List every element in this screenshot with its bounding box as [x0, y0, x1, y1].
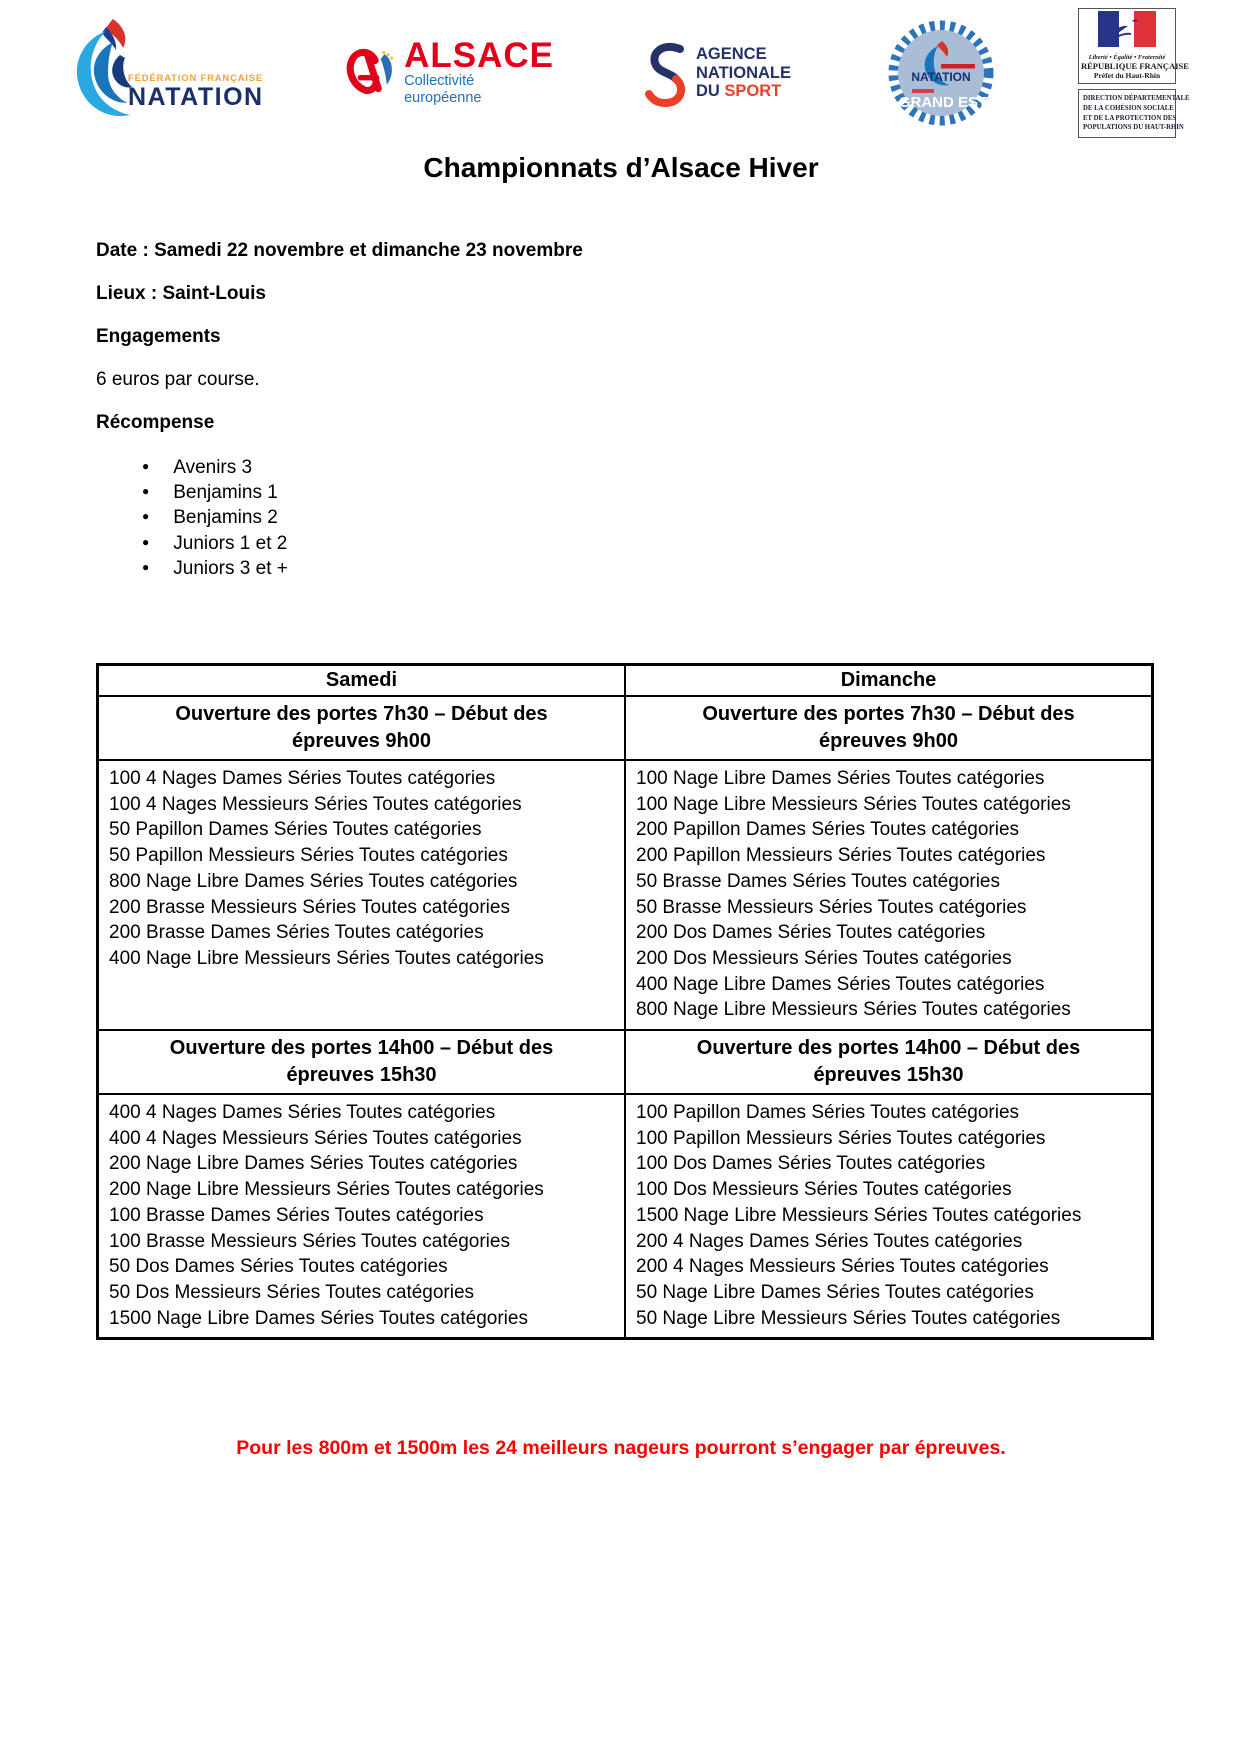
list-item: ● Juniors 1 et 2 — [142, 531, 1146, 556]
alsace-name-label: ALSACE — [404, 36, 554, 75]
prefet-top-box — [1078, 8, 1189, 84]
location-line: Lieux : Saint-Louis — [96, 283, 266, 304]
session-header-cell: Ouverture des portes 7h30 – Début des épreuves 9h00 — [625, 696, 1153, 760]
column-header-samedi: Samedi — [98, 665, 626, 697]
session-header-cell: Ouverture des portes 14h00 – Début des épreuves 15h30 — [98, 1030, 626, 1094]
event-line: 200 4 Nages Messieurs Séries Toutes catégories — [636, 1256, 1049, 1278]
event-line: 50 Papillon Dames Séries Toutes catégories — [109, 819, 482, 841]
schedule-table — [96, 663, 1154, 1340]
event-line: 400 4 Nages Dames Séries Toutes catégories — [109, 1102, 496, 1124]
info-section — [96, 240, 1146, 581]
session-header-cell: Ouverture des portes 14h00 – Début des épreuves 15h30 — [625, 1030, 1153, 1094]
prefet-direction-line: DIRECTION DÉPARTEMENTALE — [1083, 95, 1190, 103]
event-line: 50 Brasse Messieurs Séries Toutes catégories — [636, 896, 1027, 918]
page-title: Championnats d’Alsace Hiver — [423, 152, 819, 183]
ffn-logo — [66, 17, 262, 129]
event-line: 100 Brasse Dames Séries Toutes catégories — [109, 1204, 484, 1226]
engagement-note: Pour les 800m et 1500m les 24 meilleurs nageurs pourront s’engager par épreuves. — [236, 1437, 1006, 1460]
event-line: 100 Nage Libre Messieurs Séries Toutes catégories — [636, 793, 1071, 815]
recompense-list — [96, 455, 1146, 581]
event-line: 200 4 Nages Dames Séries Toutes catégories — [636, 1230, 1023, 1252]
saturday-morning-events — [98, 760, 626, 1030]
event-line: 400 4 Nages Messieurs Séries Toutes catégories — [109, 1127, 522, 1149]
grand-est-region-label: GRAND EST — [898, 94, 988, 111]
event-line: 200 Brasse Dames Séries Toutes catégories — [109, 922, 484, 944]
bullet-icon: ● — [142, 484, 150, 499]
event-line: 1500 Nage Libre Messieurs Séries Toutes catégories — [636, 1204, 1082, 1226]
event-line: 1500 Nage Libre Dames Séries Toutes catégories — [109, 1307, 528, 1329]
event-line: 50 Nage Libre Messieurs Séries Toutes catégories — [636, 1307, 1061, 1329]
event-line: 200 Nage Libre Dames Séries Toutes catégories — [109, 1153, 518, 1175]
prefet-direction-line: ET DE LA PROTECTION DES — [1083, 114, 1177, 122]
event-line: 50 Dos Messieurs Séries Toutes catégories — [109, 1281, 475, 1303]
ffn-natation-label: NATATION — [128, 83, 264, 111]
logo-bar — [0, 0, 1242, 132]
french-flag-marianne-icon — [1098, 11, 1156, 47]
prefet-republique-label: RÉPUBLIQUE FRANÇAISE — [1081, 61, 1189, 72]
bullet-icon: ● — [142, 534, 150, 549]
recompense-heading: Récompense — [96, 412, 215, 433]
ans-s-icon — [636, 33, 690, 113]
bullet-icon: ● — [142, 509, 150, 524]
event-line: 100 Papillon Messieurs Séries Toutes catégories — [636, 1127, 1046, 1149]
event-line: 200 Papillon Dames Séries Toutes catégories — [636, 819, 1020, 841]
ans-line3-label: DU SPORT — [696, 82, 782, 101]
prefet-title-label: Préfet du Haut-Rhin — [1093, 71, 1161, 81]
list-item: ● Benjamins 2 — [142, 505, 1146, 530]
event-line: 50 Nage Libre Dames Séries Toutes catégories — [636, 1281, 1034, 1303]
event-line: 50 Papillon Messieurs Séries Toutes catégories — [109, 845, 508, 867]
grand-est-badge-icon — [886, 15, 996, 131]
ans-line2-label: NATIONALE — [696, 63, 792, 82]
column-header-dimanche: Dimanche — [625, 665, 1153, 697]
event-line: 200 Nage Libre Messieurs Séries Toutes catégories — [109, 1179, 544, 1201]
bullet-icon: ● — [142, 459, 150, 473]
event-line: 800 Nage Libre Messieurs Séries Toutes catégories — [636, 999, 1071, 1021]
grand-est-natation-label: NATATION — [911, 70, 971, 84]
ans-line1-label: AGENCE — [696, 45, 767, 64]
session-header-row — [98, 1030, 1153, 1094]
date-line: Date : Samedi 22 novembre et dimanche 23 novembre — [96, 240, 583, 261]
events-row — [98, 1094, 1153, 1339]
prefet-direction-box — [1078, 89, 1190, 137]
event-line: 100 4 Nages Dames Séries Toutes catégories — [109, 768, 496, 790]
event-line: 400 Nage Libre Dames Séries Toutes catégories — [636, 973, 1045, 995]
prefet-motto-label: Liberté • Égalité • Fraternité — [1088, 54, 1166, 62]
prefet-direction-line: POPULATIONS DU HAUT-RHIN — [1083, 124, 1184, 132]
list-item: ● Juniors 3 et + — [142, 556, 1146, 581]
alsace-subtitle-label: Collectivité européenne — [404, 73, 482, 106]
event-line: 50 Brasse Dames Séries Toutes catégories — [636, 870, 1000, 892]
event-line: 400 Nage Libre Messieurs Séries Toutes catégories — [109, 947, 544, 969]
event-line: 200 Dos Messieurs Séries Toutes catégories — [636, 947, 1012, 969]
session-header-cell: Ouverture des portes 7h30 – Début des épreuves 9h00 — [98, 696, 626, 760]
prefet-direction-line: DE LA COHÉSION SOCIALE — [1083, 104, 1174, 112]
event-line: 100 Brasse Messieurs Séries Toutes catégories — [109, 1230, 510, 1252]
sunday-morning-events — [625, 760, 1153, 1030]
event-line: 100 Nage Libre Dames Séries Toutes catégories — [636, 768, 1045, 790]
alsace-logo — [344, 33, 554, 113]
event-line: 50 Dos Dames Séries Toutes catégories — [109, 1256, 448, 1278]
grand-est-logo — [886, 15, 996, 131]
events-row — [98, 760, 1153, 1030]
ffn-federation-label: FÉDÉRATION FRANÇAISE — [128, 73, 264, 84]
event-line: 100 Dos Messieurs Séries Toutes catégories — [636, 1179, 1012, 1201]
ans-logo — [636, 31, 804, 115]
engagements-heading: Engagements — [96, 326, 221, 347]
saturday-afternoon-events — [98, 1094, 626, 1339]
event-line: 100 4 Nages Messieurs Séries Toutes catégories — [109, 793, 522, 815]
prefet-logo — [1078, 8, 1190, 137]
event-line: 800 Nage Libre Dames Séries Toutes catégories — [109, 870, 518, 892]
event-line: 200 Dos Dames Séries Toutes catégories — [636, 922, 986, 944]
event-line: 200 Papillon Messieurs Séries Toutes catégories — [636, 845, 1046, 867]
event-line: 100 Papillon Dames Séries Toutes catégories — [636, 1102, 1020, 1124]
table-header-row — [98, 665, 1153, 697]
bullet-icon: ● — [142, 559, 150, 574]
alsace-a-icon — [344, 35, 400, 111]
session-header-row — [98, 696, 1153, 760]
list-item: ● Avenirs 3 — [142, 455, 1146, 480]
event-line: 100 Dos Dames Séries Toutes catégories — [636, 1153, 986, 1175]
fee-line: 6 euros par course. — [96, 369, 260, 390]
sunday-afternoon-events — [625, 1094, 1153, 1339]
event-line: 200 Brasse Messieurs Séries Toutes catégories — [109, 896, 510, 918]
list-item: ● Benjamins 1 — [142, 480, 1146, 505]
